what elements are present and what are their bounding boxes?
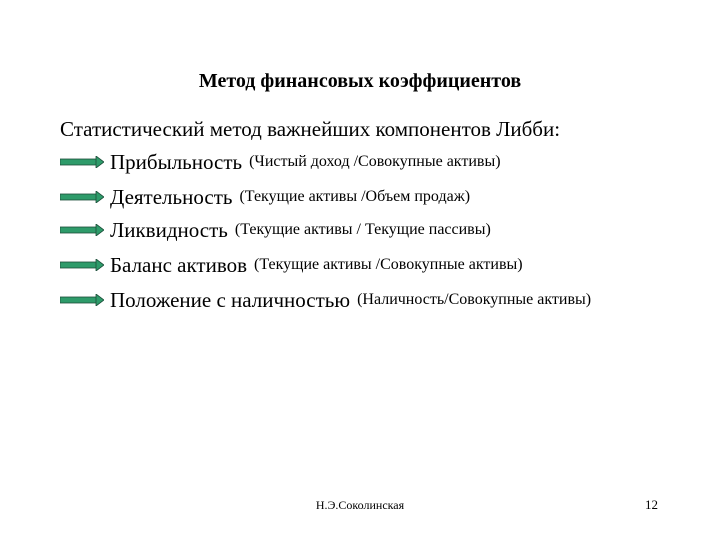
- green-arrow-icon: [60, 294, 104, 306]
- item-detail: (Чистый доход /Совокупные активы): [249, 153, 501, 170]
- item-detail: (Текущие активы /Совокупные активы): [254, 256, 523, 273]
- item-term: Прибыльность: [110, 149, 243, 174]
- list-item-cash-position: [60, 285, 591, 315]
- item-term: Положение с наличностью: [110, 287, 351, 312]
- green-arrow-icon: [60, 191, 104, 203]
- item-detail: (Наличность/Совокупные активы): [357, 291, 592, 308]
- footer-author: Н.Э.Соколинская: [315, 498, 405, 512]
- intro-text: Статистический метод важнейших компонентов Либби:: [60, 117, 561, 141]
- page-number: 12: [645, 497, 658, 512]
- item-detail: (Текущие активы / Текущие пассивы): [234, 221, 491, 238]
- item-term: Деятельность: [110, 184, 233, 209]
- item-detail: (Текущие активы /Объем продаж): [239, 188, 471, 205]
- list-item-liquidity: [60, 215, 491, 245]
- item-term: Баланс активов: [110, 252, 248, 277]
- list-item-profitability: [60, 147, 501, 177]
- green-arrow-icon: [60, 156, 104, 168]
- list-item-asset-balance: [60, 250, 523, 280]
- slide-title: Метод финансовых коэффициентов: [198, 70, 522, 92]
- green-arrow-icon: [60, 224, 104, 236]
- list-item-activity: [60, 182, 470, 212]
- item-term: Ликвидность: [110, 217, 228, 242]
- green-arrow-icon: [60, 259, 104, 271]
